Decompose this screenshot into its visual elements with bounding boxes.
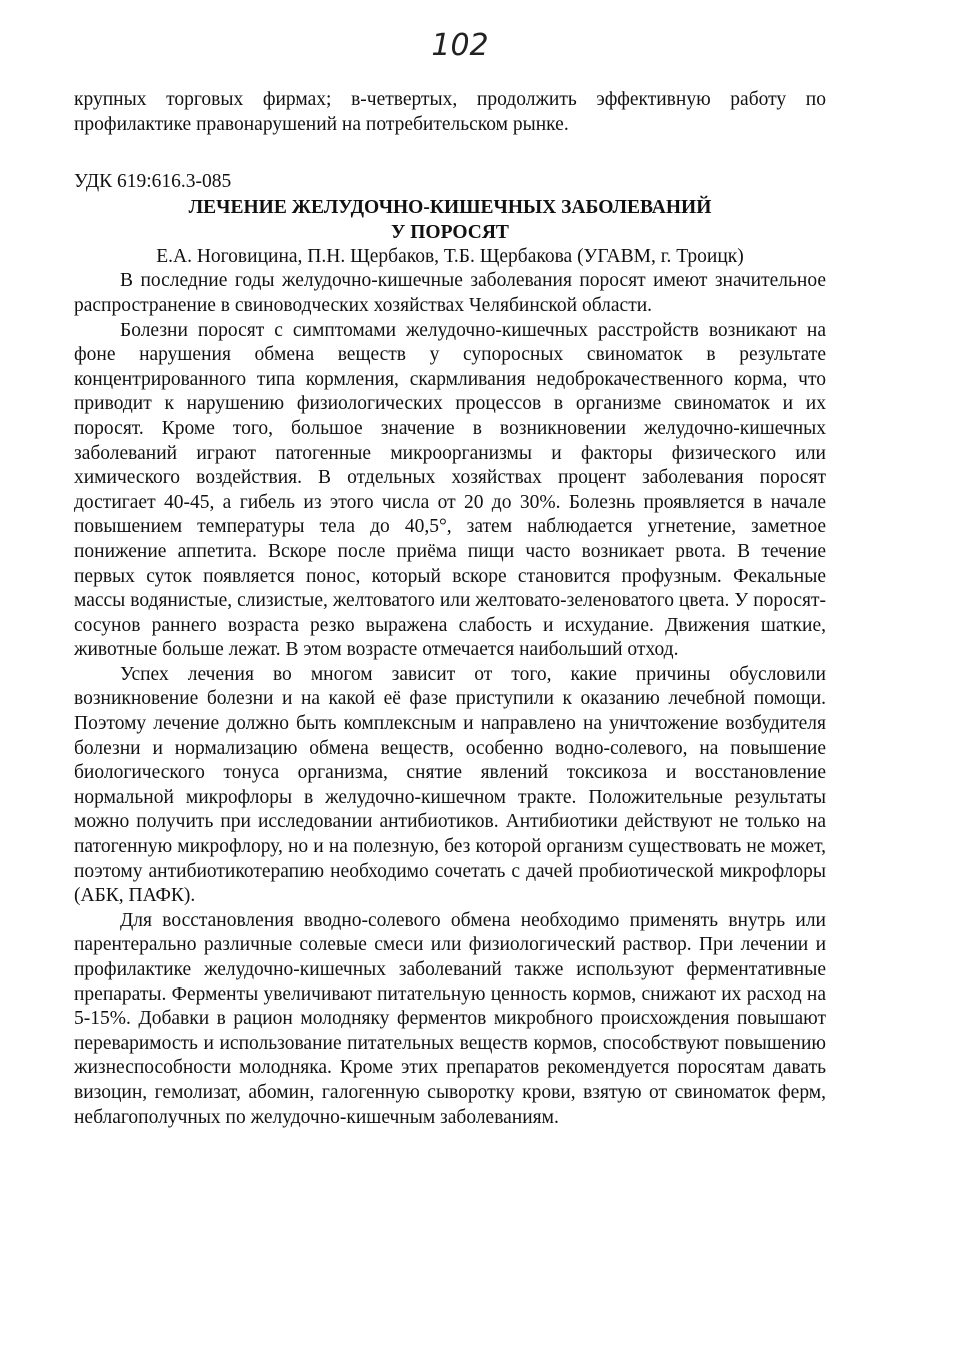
- article-title-line-2: У ПОРОСЯТ: [391, 221, 509, 243]
- page-number: 102: [431, 28, 489, 63]
- section-gap: [74, 137, 826, 170]
- body-paragraph: Болезни поросят с симптомами желудочно-кишечных расстройств возникают на фоне нарушения обмена веществ у супоросных свиноматок в результате концентрированного типа кормления, скармливания недоброкачественного корма, что приводит к нарушению физиологических процессов в организме свиноматок и их поросят. Кроме того, большое значение в возникновении желудочно-кишечных заболеваний играют патогенные микроорганизмы и факторы физического или химического воздействия. В отдельных хозяйствах процент заболевания поросят достигает 40-45, а гибель из этого числа от 20 до 30%. Болезнь проявляется в начале повышением температуры тела до 40,5°, затем наблюдается угнетение, заметное понижение аппетита. Вскоре после приёма пищи часто возникает рвота. В течение первых суток появляется понос, который вскоре становится профузным. Фекальные массы водянистые, слизистые, желтоватого или желтовато-зеленоватого цвета. У поросят-сосунов раннего возраста резко выражена слабость и исхудание. Движения шаткие, животные больше лежат. В этом возрасте отмечается наибольший отход.: [74, 319, 826, 661]
- intro-paragraph: крупных торговых фирмах; в-четвертых, продолжить эффективную работу по профилактике правонарушений на потребительском рынке.: [74, 89, 826, 135]
- article-title-line-1: ЛЕЧЕНИЕ ЖЕЛУДОЧНО-КИШЕЧНЫХ ЗАБОЛЕВАНИЙ: [188, 196, 712, 218]
- article-authors: Е.А. Ноговицина, П.Н. Щербаков, Т.Б. Щербакова (УГАВМ, г. Троицк): [156, 245, 744, 267]
- udk-code: УДК 619:616.3-085: [74, 171, 232, 193]
- body-paragraph: Успех лечения во многом зависит от того, какие причины обусловили возникновение болезни и на какой её фазе приступили к оказанию лечебной помощи. Поэтому лечение должно быть комплексным и направлено на уничтожение возбудителя болезни и нормализацию обмена веществ, особенно водно-солевого, на повышение биологического тонуса организма, снятие явлений токсикоза и восстановление нормальной микрофлоры в желудочно-кишечном тракте. Положительные результаты можно получить при исследовании антибиотиков. Антибиотики действуют не только на патогенную микрофлору, но и на полезную, без которой организм существовать не может, поэтому антибиотикотерапию необходимо сочетать с дачей пробиотической микрофлоры (АБК, ПАФК).: [74, 663, 826, 907]
- body-paragraph: Для восстановления вводно-солевого обмена необходимо применять внутрь или парентерально различные солевые смеси или физиологический раствор. При лечении и профилактике желудочно-кишечных заболеваний также используют ферментативные препараты. Ферменты увеличивают питательную ценность кормов, снижают их расход на 5-15%. Добавки в рацион молодняку ферментов микробного происхождения повышают переваримость и использование питательных веществ кормов, способствуют повышению жизнеспособности молодняка. Кроме этих препаратов рекомендуется поросятам давать визоцин, гемолизат, абомин, галогенную сыворотку крови, взятую от свиноматок ферм, неблагополучных по желудочно-кишечным заболеваниям.: [74, 909, 826, 1128]
- document-body: [74, 88, 826, 1130]
- body-paragraph: В последние годы желудочно-кишечные заболевания поросят имеют значительное распространение в свиноводческих хозяйствах Челябинской области.: [74, 270, 826, 316]
